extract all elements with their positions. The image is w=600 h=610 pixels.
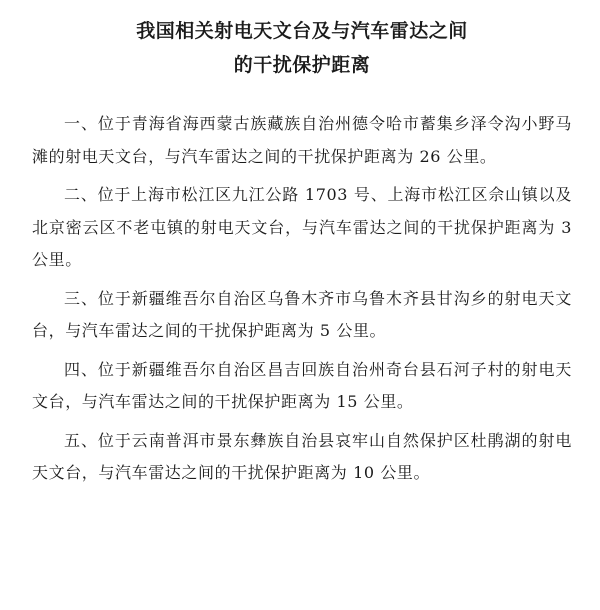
paragraph-2: 二、位于上海市松江区九江公路 1703 号、上海市松江区佘山镇以及北京密云区不老屯镇的射电天文台，与汽车雷达之间的干扰保护距离为 3 公里。 [32,185,572,269]
paragraph-4: 四、位于新疆维吾尔自治区昌吉回族自治州奇台县石河子村的射电天文台，与汽车雷达之间的干扰保护距离为 15 公里。 [32,359,572,411]
document-title [32,14,572,82]
paragraph-5: 五、位于云南普洱市景东彝族自治县哀牢山自然保护区杜鹃湖的射电天文台，与汽车雷达之间的干扰保护距离为 10 公里。 [32,430,572,482]
paragraph-1: 一、位于青海省海西蒙古族藏族自治州德令哈市蓄集乡泽令沟小野马滩的射电天文台，与汽车雷达之间的干扰保护距离为 26 公里。 [32,114,572,166]
title-line-2: 的干扰保护距离 [233,54,371,76]
title-line-1: 我国相关射电天文台及与汽车雷达之间 [136,20,468,42]
paragraph-3: 三、位于新疆维吾尔自治区乌鲁木齐市乌鲁木齐县甘沟乡的射电天文台，与汽车雷达之间的干扰保护距离为 5 公里。 [32,288,572,340]
